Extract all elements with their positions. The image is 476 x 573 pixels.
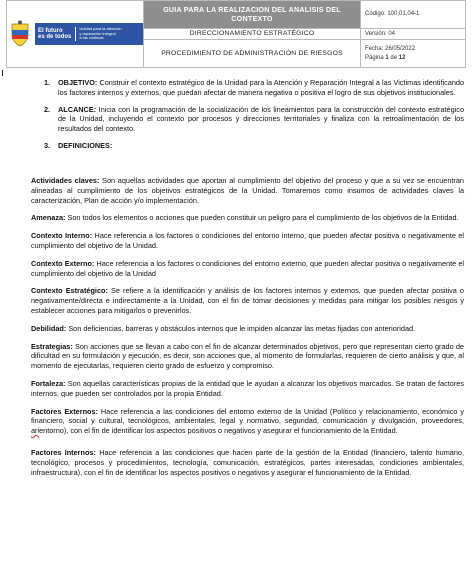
text-cursor [2,70,3,76]
logo-sub-line-1: Unidad para la atención [79,26,122,32]
definition-estrategias: Estrategias: Son acciones que se llevan a cabo con el fin de alcanzar determinados objetivos, pero que representan cierto grado de dificultad en su formulación y ejecución, es decir, son acciones que, al momento de formularlas, requieren de cierto análisis y que, al momento de ejecutarlas, requieren cierto grado de esfuerzo y compromiso. [31,341,464,371]
definition-contexto-interno: Contexto Interno: Hace referencia a los factores o condiciones del entorno interno, que pueden afectar positiva o negativamente el cumplimiento del objetivo de la Unidad. [31,231,465,250]
section-definitions-heading: 3. DEFINICIONES: [44,140,113,150]
section-label: ALCANCE: [58,104,97,114]
document-title: GUIA PARA LA REALIZACION DEL ANALISIS DEL CONTEXTO [144,1,361,29]
document-code: Código: 100,01,04-1 [361,1,466,29]
procedure-label: PROCEDIMIENTO DE ADMINISTRACIÓN DE RIESGOS [144,40,361,68]
coat-of-arms-icon [9,20,31,48]
date-page-cell [361,40,466,68]
logo-sub-line-3: a las víctimas [79,35,104,41]
document-version: Versión: 04 [361,28,466,40]
section-text: Construir el contexto estratégico de la Unidad para la Atención y Reparación Integral a las Victimas identificando los factores internos y externos, que puedan afectar de manera negativa o positiva el logro de sus objetivos institucionales. [58,78,464,97]
definition-factores-externos: Factores Externos: Hace referencia a las condiciones del entorno externo de la Unidad (Político y relacionamiento, económico y financiero, social y cultural, tecnológicos, ambientales, legal y normativo, seguridad, comunicación y divulgación, proveedores, arientorno), con el fin de identificar los aspectos positivos o negativos y asegurar el funcionamiento de la Entidad. [31,406,465,436]
logo-text-line-1: El futuro [38,28,63,34]
section-label: OBJETIVO: [58,78,98,87]
document-header [6,0,466,68]
logo-cell [7,1,144,68]
section-scope: 2. ALCANCE: Inicia con la programación de la socialización de los lineamientos para la construcción del contexto estratégico de la Unidad, incluyendo el contexto por procesos y direcciones territoriales y finaliza con la retroalimentación de los resultados del contexto. [44,104,464,134]
definition-factores-internos: Factores Internos: Hace referencia a las condiciones que hacen parte de la gestión de la Entidad (financiero, talento humano, tecnológico, procesos y procedimientos, tecnología, comunicación, estratégicos, partes interesadas, condiciones ambientales, infraestructura), con el fin de identificar los aspectos positivos o negativos y asegurar el funcionamiento de la Entidad. [31,447,464,477]
section-objective: 1. OBJETIVO: Construir el contexto estratégico de la Unidad para la Atención y Reparación Integral a las Victimas identificando los factores internos y externos, que puedan afectar de manera negativa o positiva el logro de sus objetivos institucionales. [44,78,464,97]
definition-debilidad: Debilidad: Son deficiencias, barreras y obstáculos internos que le impiden alcanzar las metas fijadas con anterioridad. [31,323,416,333]
entity-logo [35,23,143,45]
definition-amenaza: Amenaza: Son todos los elementos o acciones que pueden constituir un peligro para el cumplimiento de los objetivos de la Entidad. [31,213,459,223]
definition-fortaleza: Fortaleza: Son aquellas características propias de la entidad que le ayudan a alcanzar los objetivos marcados. Se tratan de factores internos, que pueden ser controlados por la propia Entidad. [31,378,464,398]
definition-contexto-externo: Contexto Externo: Hace referencia a los factores o condiciones del entorno externo, que pueden afectar positiva o negativamente el cumplimiento del objetivo de la Unidad [31,258,464,278]
logo-sub-line-2: y reparación integral [79,30,116,36]
direction-label: DIRECCIONAMIENTO ESTRATÉGICO [144,28,361,40]
logo-text-line-2: es de todos [38,34,72,40]
document-date: Fecha: 26/05/2022 [365,45,416,52]
spellcheck-flagged-word: ari [31,426,40,436]
definition-actividades-claves: Actividades claves: Son aquellas actividades que aportan al cumplimiento del objetivo del proceso y que a su vez se encuentran alineadas al cumplimiento de los objetivos estratégicos de la Unidad. Tomaremos como insumos de actividades claves la caracterización, Plan de acción y/o implementación. [31,176,464,205]
page-indicator: Página 1 de 12 [365,54,406,61]
section-text: Inicia con la programación de la socialización de los lineamientos para la construcción del contexto estratégico de la Unidad, incluyendo el contexto por procesos y direcciones territoriales y finaliza con la retroalimentación de los resultados del contexto. [58,104,464,134]
section-label: DEFINICIONES: [58,140,113,150]
document-sections [44,78,464,158]
definition-contexto-estrategico: Contexto Estratégico: Se refiere a la identificación y análisis de los factores internos y externos, que pueden afectar positiva o negativamente/directa e indirectamente a la Unidad, con el fin de tomar decisiones y medidas para mitigar los posibles riesgos y establecer acciones para mitigarlos o prevenirlos. [31,286,464,315]
definitions-list [31,176,464,485]
